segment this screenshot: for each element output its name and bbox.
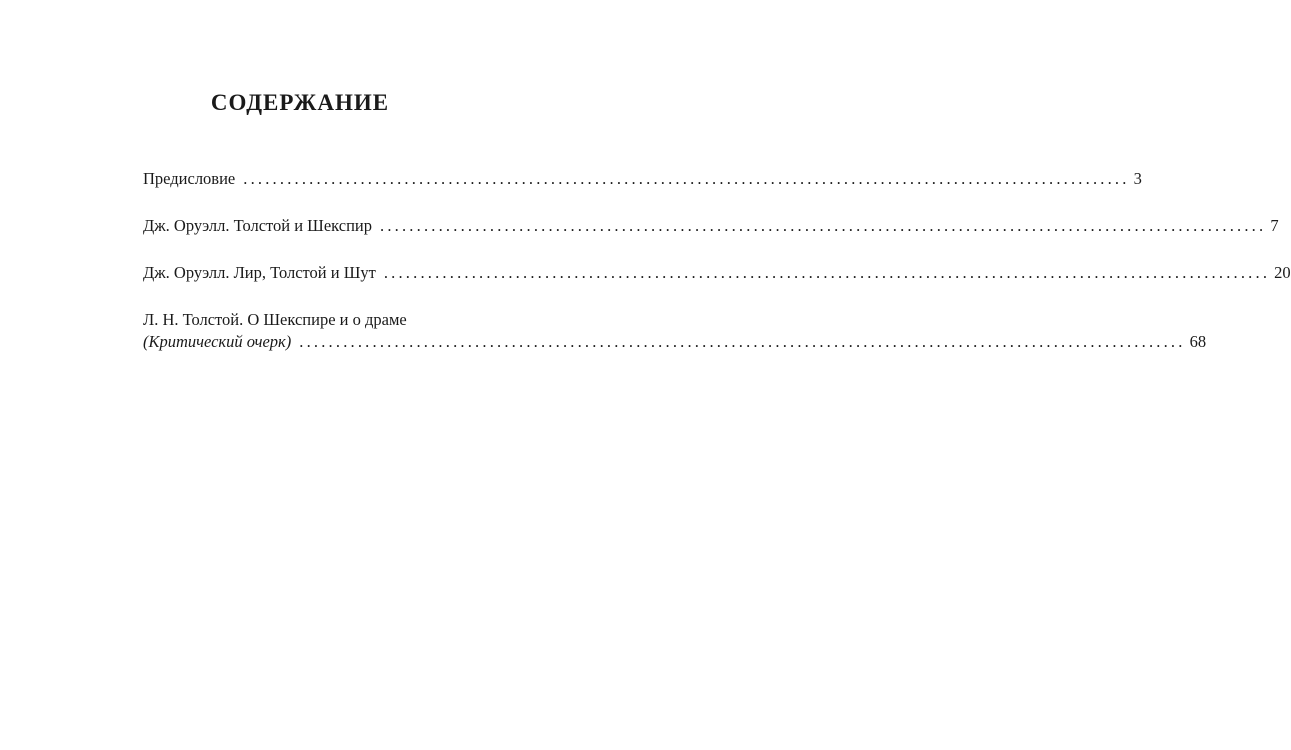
toc-entry-lear-tolstoy-fool[interactable]: [143, 262, 1291, 284]
toc-page-number: 7: [1270, 216, 1279, 235]
dot-leader: .........................................................................................................................: [383, 263, 1271, 282]
toc-page-number: 3: [1133, 169, 1142, 188]
toc-line: [143, 262, 1291, 284]
toc-entry-label: Дж. Оруэлл. Лир, Толстой и Шут: [143, 263, 376, 282]
toc-line: [143, 168, 1142, 190]
toc-entry-tolstoy-shakespeare[interactable]: [143, 215, 1279, 237]
toc-entry-label: Дж. Оруэлл. Толстой и Шекспир: [143, 216, 372, 235]
toc-line: [143, 331, 1207, 353]
toc-entry-on-shakespeare-and-drama[interactable]: [143, 309, 1207, 353]
dot-leader: .........................................................................................................................: [380, 216, 1267, 235]
toc-entry-sublabel: (Критический очерк): [143, 332, 292, 351]
toc-page-number: 68: [1189, 332, 1207, 351]
toc-page-number: 20: [1274, 263, 1291, 282]
dot-leader: .........................................................................................................................: [299, 332, 1186, 351]
dot-leader: .........................................................................................................................: [243, 169, 1130, 188]
toc-entry-preface[interactable]: [143, 168, 1142, 190]
table-of-contents: [143, 168, 1291, 353]
toc-entry-label: Л. Н. Толстой. О Шекспире и о драме: [143, 310, 407, 329]
page-title: СОДЕРЖАНИЕ: [210, 90, 390, 115]
toc-line: [143, 215, 1279, 237]
toc-entry-label: Предисловие: [143, 169, 236, 188]
